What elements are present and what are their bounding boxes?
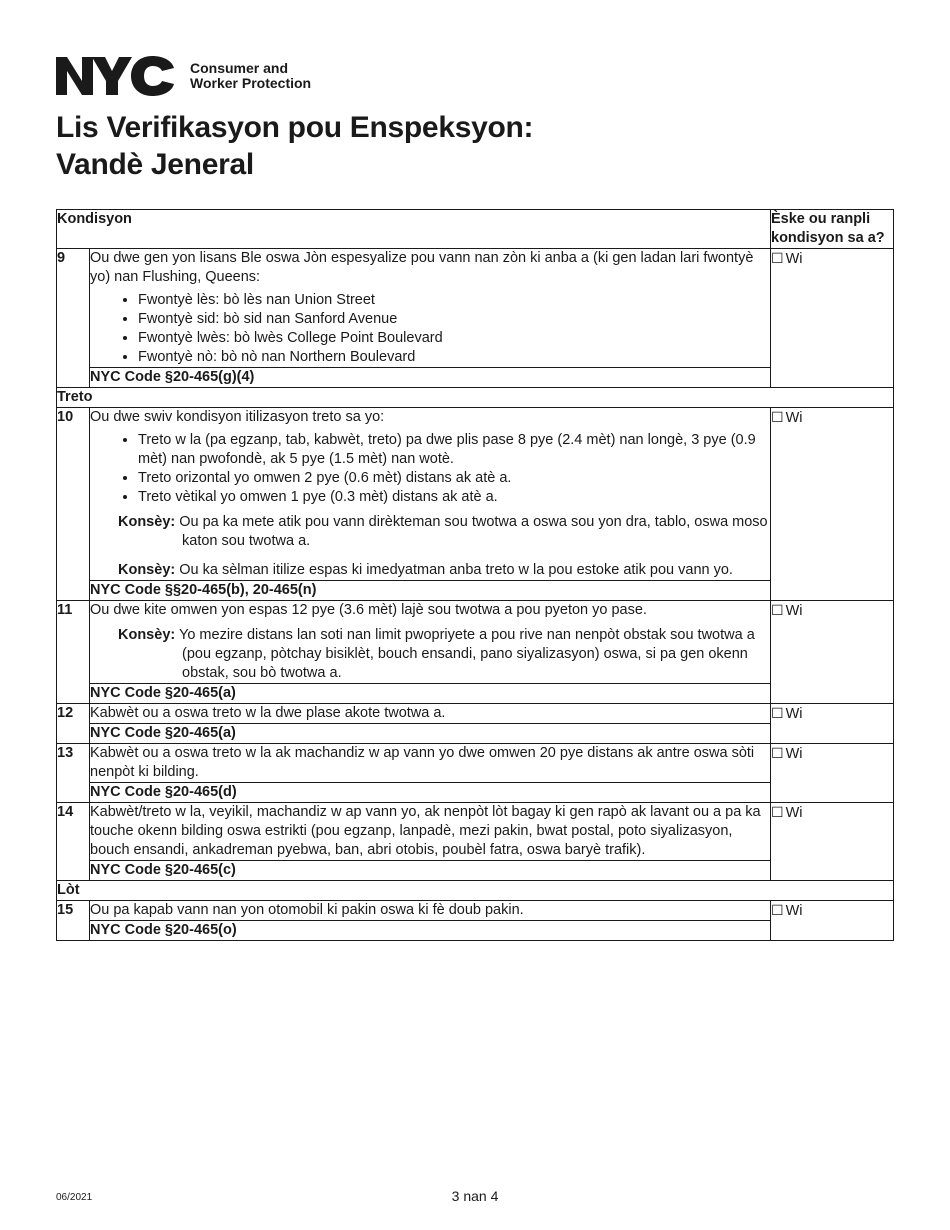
header-compliance bbox=[771, 210, 894, 249]
agency-line1: Consumer and bbox=[190, 60, 289, 76]
checkbox-label: Wi bbox=[785, 706, 803, 722]
tip-label: Konsèy: bbox=[118, 514, 176, 530]
yes-checkbox[interactable] bbox=[771, 704, 894, 744]
bullet-item: • Fwontyè sid: bò sid nan Sanford Avenue bbox=[138, 310, 770, 329]
checkbox-label: Wi bbox=[785, 603, 803, 619]
agency-name bbox=[190, 61, 311, 91]
title-line2: Vandè Jeneral bbox=[56, 148, 254, 181]
row-condition bbox=[90, 249, 771, 368]
nyc-code-ref: NYC Code §20-465(c) bbox=[90, 861, 771, 881]
condition-text: Ou dwe kite omwen yon espas 12 pye (3.6 mèt) lajè sou twotwa a pou pyeton yo pase. bbox=[90, 602, 647, 618]
checkbox-label: Wi bbox=[785, 410, 803, 426]
checkbox-icon[interactable]: ☐ bbox=[771, 602, 784, 618]
condition-text: Kabwèt ou a oswa treto w la dwe plase akote twotwa a. bbox=[90, 705, 446, 721]
yes-checkbox[interactable] bbox=[771, 249, 894, 388]
section-row-lot bbox=[57, 881, 894, 901]
tip-text: Ou pa ka mete atik pou vann dirèkteman sou twotwa a oswa sou yon dra, tablo, oswa moso katon sou twotwa a. bbox=[179, 514, 768, 549]
condition-text: Ou pa kapab vann nan yon otomobil ki pakin oswa ki fè doub pakin. bbox=[90, 902, 524, 918]
yes-checkbox[interactable] bbox=[771, 408, 894, 601]
table-row-12 bbox=[57, 704, 894, 724]
checkbox-label: Wi bbox=[785, 805, 803, 821]
checkbox-icon[interactable]: ☐ bbox=[771, 250, 784, 266]
section-title: Lòt bbox=[57, 881, 894, 901]
condition-bullets bbox=[90, 291, 770, 367]
condition-text: Kabwèt/treto w la, veyikil, machandiz w ap vann yo, ak nenpòt lòt bagay ki gen rapò ak lavant ou a pa ka touche okenn bilding oswa estrikti (pou egzanp, lanpadè, mezi pakin, bwat postal, poto siyalizasyon, bouch ensandi, ankadreman pyebwa, ban, abri otobis, poubèl fatra, oswa baryè trafik). bbox=[90, 804, 761, 858]
tip-text: Ou ka sèlman itilize espas ki imedyatman anba treto w la pou estoke atik pou vann yo. bbox=[179, 562, 733, 578]
bullet-item: • Fwontyè nò: bò nò nan Northern Boulevard bbox=[138, 348, 770, 367]
yes-checkbox[interactable] bbox=[771, 803, 894, 881]
table-row-13-code bbox=[57, 783, 894, 803]
table-row-15-code bbox=[57, 921, 894, 941]
inspection-checklist-table bbox=[56, 209, 894, 941]
condition-text: Ou dwe swiv kondisyon itilizasyon treto sa yo: bbox=[90, 409, 385, 425]
table-row-13 bbox=[57, 744, 894, 783]
row-condition bbox=[90, 408, 771, 581]
row-condition bbox=[90, 744, 771, 783]
checkbox-icon[interactable]: ☐ bbox=[771, 745, 784, 761]
nyc-code-ref: NYC Code §§20-465(b), 20-465(n) bbox=[90, 581, 771, 601]
table-row-10 bbox=[57, 408, 894, 581]
table-row-11-code bbox=[57, 684, 894, 704]
checkbox-icon[interactable]: ☐ bbox=[771, 705, 784, 721]
tip-label: Konsèy: bbox=[118, 562, 176, 578]
table-row-15 bbox=[57, 901, 894, 921]
table-row-12-code bbox=[57, 724, 894, 744]
table-row-14-code bbox=[57, 861, 894, 881]
row-number: 9 bbox=[57, 249, 90, 388]
row-number: 10 bbox=[57, 408, 90, 601]
section-row-treto bbox=[57, 388, 894, 408]
header-compliance-line2: kondisyon sa a? bbox=[771, 230, 885, 246]
nyc-code-ref: NYC Code §20-465(o) bbox=[90, 921, 771, 941]
row-number: 13 bbox=[57, 744, 90, 803]
footer-date: 06/2021 bbox=[56, 1192, 93, 1203]
nyc-code-ref: NYC Code §20-465(a) bbox=[90, 724, 771, 744]
section-title: Treto bbox=[57, 388, 894, 408]
title-line1: Lis Verifikasyon pou Enspeksyon: bbox=[56, 111, 534, 144]
tip-note bbox=[118, 561, 770, 580]
table-row-9 bbox=[57, 249, 894, 368]
header-condition: Kondisyon bbox=[57, 210, 771, 249]
checkbox-label: Wi bbox=[785, 251, 803, 267]
nyc-code-ref: NYC Code §20-465(a) bbox=[90, 684, 771, 704]
checkbox-icon[interactable]: ☐ bbox=[771, 902, 784, 918]
table-row-10-code bbox=[57, 581, 894, 601]
checkbox-label: Wi bbox=[785, 746, 803, 762]
row-condition bbox=[90, 601, 771, 684]
nyc-logo bbox=[56, 55, 311, 97]
table-row-11 bbox=[57, 601, 894, 684]
agency-line2: Worker Protection bbox=[190, 75, 312, 91]
row-condition bbox=[90, 901, 771, 921]
bullet-item: • Treto w la (pa egzanp, tab, kabwèt, treto) pa dwe plis pase 8 pye (2.4 mèt) nan longè, 3 pye (0.9 mèt) nan pwofondè, ak 5 pye (1.5 mèt) nan wotè. bbox=[138, 431, 770, 469]
row-number: 11 bbox=[57, 601, 90, 704]
tip-label: Konsèy: bbox=[118, 627, 176, 643]
bullet-item: • Treto vètikal yo omwen 1 pye (0.3 mèt) distans ak atè a. bbox=[138, 488, 770, 507]
header bbox=[56, 55, 311, 97]
header-compliance-line1: Èske ou ranpli bbox=[771, 211, 871, 227]
row-number: 14 bbox=[57, 803, 90, 881]
table-row-14 bbox=[57, 803, 894, 861]
table-header-row bbox=[57, 210, 894, 249]
checkbox-icon[interactable]: ☐ bbox=[771, 804, 784, 820]
yes-checkbox[interactable] bbox=[771, 901, 894, 941]
yes-checkbox[interactable] bbox=[771, 744, 894, 803]
condition-bullets bbox=[90, 431, 770, 507]
row-number: 12 bbox=[57, 704, 90, 744]
table-row-9-code bbox=[57, 368, 894, 388]
tip-note bbox=[118, 513, 770, 551]
tip-note bbox=[118, 626, 770, 683]
row-condition bbox=[90, 704, 771, 724]
bullet-item: • Fwontyè lwès: bò lwès College Point Boulevard bbox=[138, 329, 770, 348]
page-number: 3 nan 4 bbox=[451, 1188, 499, 1204]
checkbox-label: Wi bbox=[785, 903, 803, 919]
row-number: 15 bbox=[57, 901, 90, 941]
checkbox-icon[interactable]: ☐ bbox=[771, 409, 784, 425]
row-condition bbox=[90, 803, 771, 861]
nyc-code-ref: NYC Code §20-465(g)(4) bbox=[90, 368, 771, 388]
bullet-item: • Treto orizontal yo omwen 2 pye (0.6 mèt) distans ak atè a. bbox=[138, 469, 770, 488]
yes-checkbox[interactable] bbox=[771, 601, 894, 704]
tip-text: Yo mezire distans lan soti nan limit pwopriyete a pou rive nan nenpòt obstak sou twotwa a (pou egzanp, pòtchay bisiklèt, bouch ensandi, pano siyalizasyon) oswa, si pa gen okenn obstak, sou bò twotwa a. bbox=[179, 627, 755, 681]
condition-text: Kabwèt ou a oswa treto w la ak machandiz w ap vann yo dwe omwen 20 pye distans ak antre oswa sòti nenpòt ki bilding. bbox=[90, 745, 755, 780]
nyc-code-ref: NYC Code §20-465(d) bbox=[90, 783, 771, 803]
bullet-item: • Fwontyè lès: bò lès nan Union Street bbox=[138, 291, 770, 310]
condition-text: Ou dwe gen yon lisans Ble oswa Jòn espesyalize pou vann nan zòn ki anba a (ki gen ladan lari fwontyè yo) nan Flushing, Queens: bbox=[90, 250, 754, 285]
page-title bbox=[56, 109, 533, 183]
nyc-logo-mark bbox=[56, 55, 180, 97]
